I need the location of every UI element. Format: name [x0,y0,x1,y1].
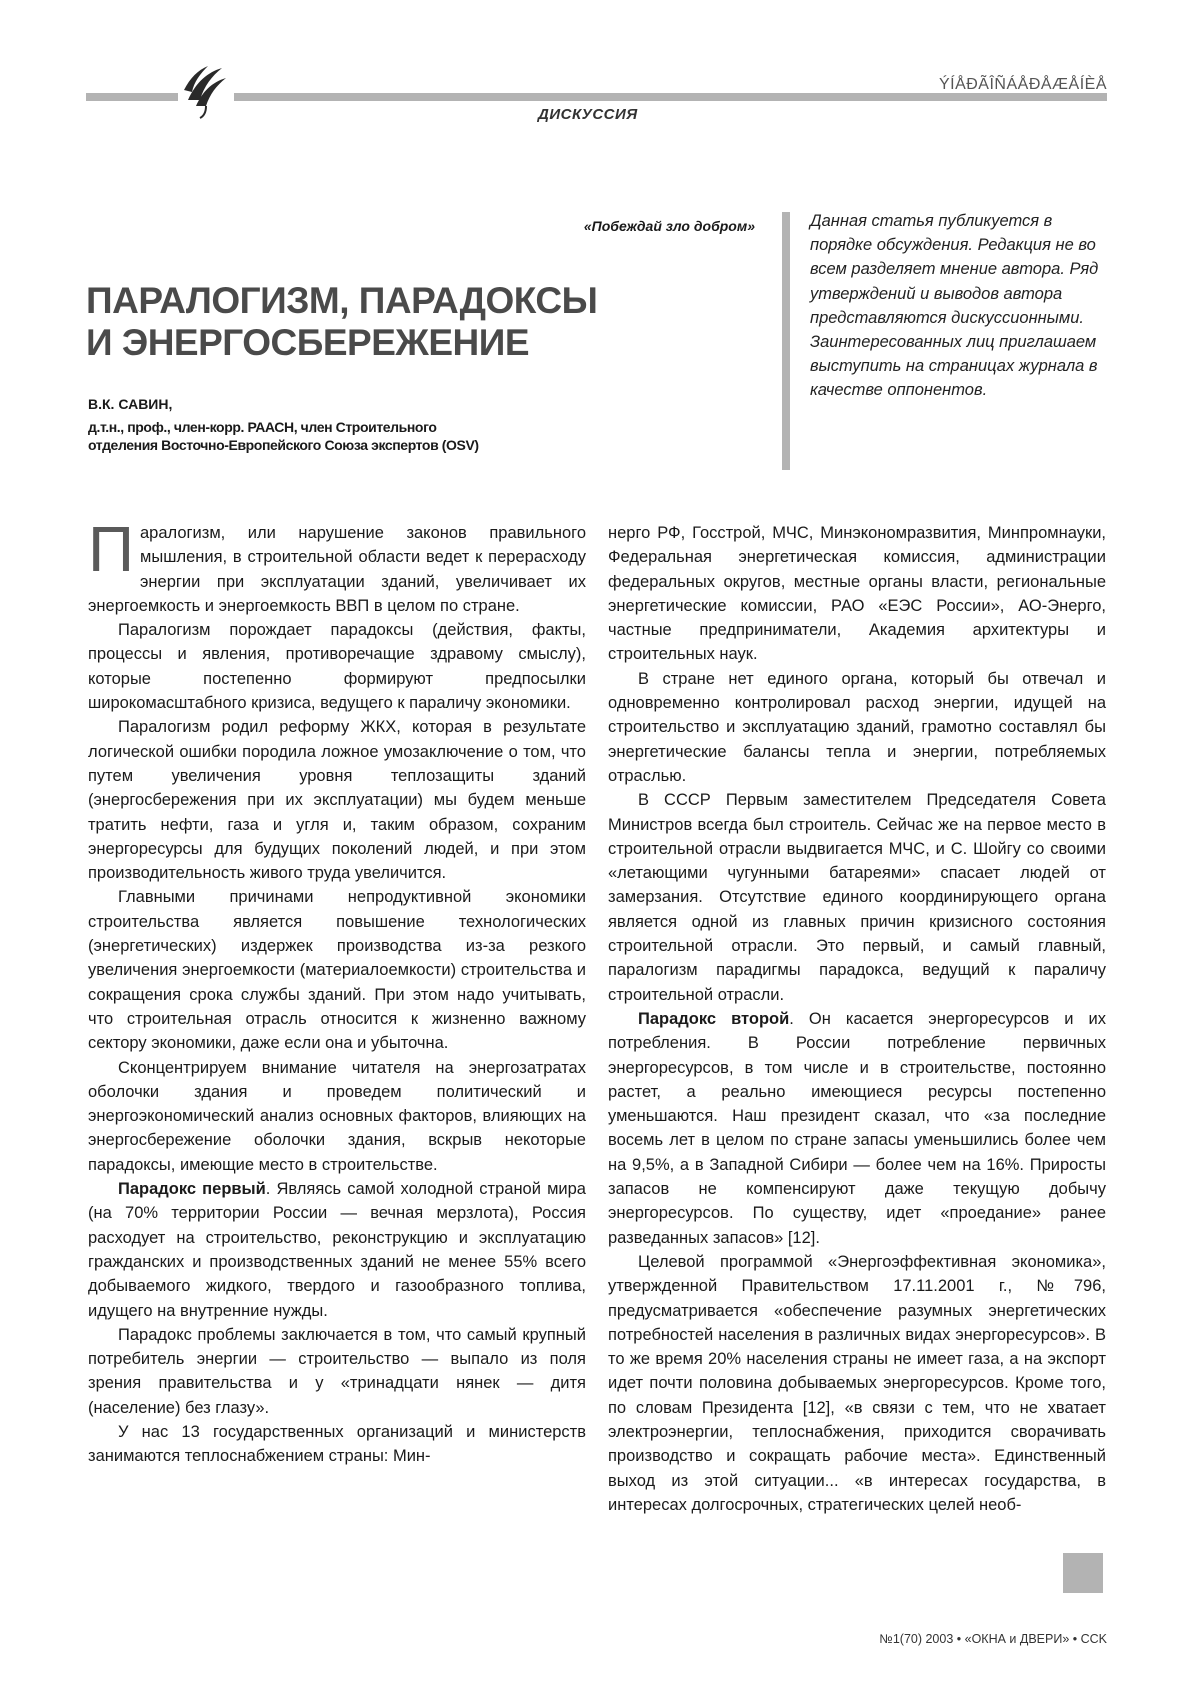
author-info [88,418,568,454]
journal-logo-icon [178,60,234,122]
author-info-line2: отделения Восточно-Европейского Союза экспертов (OSV) [88,437,479,453]
article-motto: «Побеждай зло добром» [583,218,755,234]
paragraph: Целевой программой «Энергоэффективная экономика», утвержденной Правительством 17.11.2001 г., №796, предусматривается «обеспечение разумных энергетических потребностей населения в различных видах энергоресурсов». В то же время 20% населения страны не имеет газа, а на экспорт идет почти половина добываемых энергоресурсов. Кроме того, по словам Президента [12], «в связи с тем, что не хватает электроэнергии, теплоснабжения, приходится сворачивать производство и сокращать рабочие места». Единственный выход из этой ситуации... «в интересах государства, в интересах долгосрочных, стратегических целей необ- [608,1252,1106,1514]
paradox-lead: Парадокс второй [638,1009,790,1028]
header-rule-right [226,93,1107,101]
section-label: ДИСКУССИЯ [538,106,638,123]
header-rule-left [86,93,184,101]
editorial-note-bar [782,212,790,470]
paragraph: Паралогизм родил реформу ЖКХ, которая в результате логической ошибки породила ложное умозаключение о том, что путем увеличения уровня теплозащиты зданий (энергосбережения при их эксплуатации) мы будем меньше тратить нефти, газа и угля и, таким образом, сохраним энергоресурсы для будущих поколений людей, и при этом производительность живого труда увеличится. [88,718,586,883]
paragraph: Сконцентрируем внимание читателя на энергозатратах оболочки здания и проведем политический и энергоэкономический анализ основных факторов, влияющих на энергосбережение оболочки здания, вскрыв некоторые парадоксы, имеющие место в строительстве. [88,1058,586,1174]
article-title [86,280,646,364]
header-section-label: ÝÍÅÐÃÎÑÁÅÐÅÆÅÍÈÅ [938,76,1107,93]
paragraph: Парадокс первый. Являясь самой холодной страной мира (на 70% территории России — вечная мерзлота), Россия расходует на строительство, реконструкцию и эксплуатацию гражданских и производственных зданий не менее 55% всего добываемого жидкого, твердого и газообразного топлива, идущего на внутренние нужды. [88,1180,586,1320]
author-name: В.К. САВИН, [88,396,173,412]
page-number-box [1063,1553,1103,1593]
article-title-line1: ПАРАЛОГИЗМ, ПАРАДОКСЫ [86,280,598,321]
paragraph: Паралогизм, или нарушение законов правильного мышления, в строительной области ведет к перерасходу энергии при эксплуатации зданий, увеличивает их энергоемкость и энергоемкость ВВП в целом по стране. [88,513,586,615]
footer-issue: №1(70) 2003 • «ОКНА и ДВЕРИ» • CCK [879,1632,1107,1646]
article-title-line2: И ЭНЕРГОСБЕРЕЖЕНИЕ [86,322,530,363]
paragraph: В стране нет единого органа, который бы отвечал и одновременно контролировал расход энергии, идущей на строительство и эксплуатацию зданий, грамотно составлял бы энергетические балансы тепла и энергии, потребляемых отраслью. [608,669,1106,785]
body-column-right [608,521,1106,1517]
author-info-line1: д.т.н., проф., член-корр. РААСН, член Строительного [88,419,437,435]
paragraph: Главными причинами непродуктивной экономики строительства является повышение технологических (энергетических) издержек производства из-за резкого увеличения энергоемкости (материалоемкости) строительства и сокращения срока службы зданий. При этом надо учитывать, что строительная отрасль относится к жизненно важному сектору экономики, даже если она и убыточна. [88,888,586,1053]
drop-cap: П [88,513,134,585]
paragraph: В СССР Первым заместителем Председателя Совета Министров всегда был строитель. Сейчас же на первое место в строительной отрасли выдвигается МЧС, и С. Шойгу со своими «летающими чугунными батареями» спасает людей от замерзания. Отсутствие единого координирующего органа является одной из главных причин кризисного состояния строительной отрасли. Это первый, и самый главный, паралогизм парадигмы парадокса, ведущий к параличу строительной отрасли. [608,791,1106,1004]
paragraph: нерго РФ, Госстрой, МЧС, Минэкономразвития, Минпромнауки, Федеральная энергетическая комиссия, администрации федеральных округов, местные органы власти, региональные энергетические комиссии, РАО «ЕЭС России», АО-Энерго, частные предприниматели, Академия архитектуры и строительных наук. [608,524,1106,664]
paragraph: У нас 13 государственных организаций и министерств занимаются теплоснабжением страны: Мин- [88,1422,586,1466]
paragraph: Парадокс проблемы заключается в том, что самый крупный потребитель энергии — строительство — выпало из поля зрения правительства и у «тринадцати нянек — дитя (население) без глазу». [88,1325,586,1417]
paragraph: Парадокс второй. Он касается энергоресурсов и их потребления. В России потребление первичных энергоресурсов, в том числе и в строительстве, постоянно растет, а реально имеющиеся ресурсы постепенно уменьшаются. Наш президент сказал, что «за последние восемь лет в целом по стране запасы уменьшились более чем на 9,5%, а в Западной Сибири — более чем на 16%. Приросты запасов не компенсируют даже текущую добычу энергоресурсов. По существу, идет «проедание» ранее разведанных запасов» [12]. [608,1009,1106,1247]
editorial-note: Данная статья публикуется в порядке обсуждения. Редакция не во всем разделяет мнение автора. Ряд утверждений и выводов автора представляются дискуссионными. Заинтересованных лиц приглашаем выступить на страницах журнала в качестве оппонентов. [810,212,1099,400]
paradox-lead: Парадокс первый [118,1180,266,1199]
paragraph: Паралогизм порождает парадоксы (действия, факты, процессы и явления, противоречащие здравому смыслу), которые постепенно формируют предпосылки широкомасштабного кризиса, ведущего к параличу экономики. [88,621,586,713]
body-column-left [88,513,586,1469]
